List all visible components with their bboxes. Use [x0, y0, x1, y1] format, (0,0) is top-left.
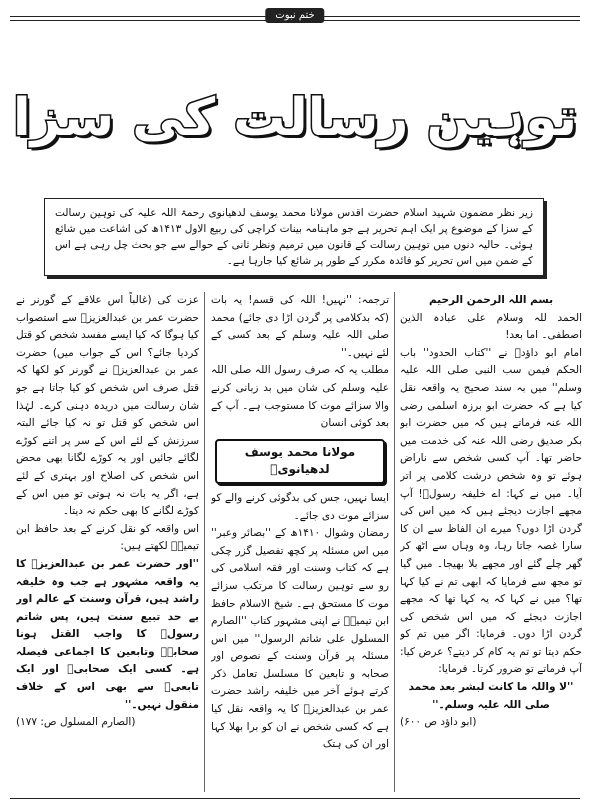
bismillah: بسم اللہ الرحمن الرحیم — [428, 294, 554, 306]
article-columns — [8, 292, 582, 798]
column-middle — [211, 292, 389, 798]
hamd-line: الحمد للہ وسلام علی عبادہ الذین اصطفی۔ اما بعد! — [400, 311, 582, 342]
paragraph: عزت کی (غالباً اس علاقے کے گورنر نے حضرت عمر بن عبدالعزیزؒ سے استصواب کیا ہوگا کہ کیا ایسے مفسد شخص کو قتل کردیا جائے؟ اس کے جواب میں) حضرت عمر بن عبدالعزیزؒ نے گورنر کو لکھا کہ قتل صرف اس شخص کو کیا جاتا ہے جو شان رسالت میں دریدہ دہنی کرے۔ لہٰذا اس شخص کو قتل تو نہ کیا جائے البتہ سرزنش کے لئے اس کے سر پر اتنے کوڑے لگائے جائیں اور یہ کوڑے لگانا بھی محض اس شخص کی اصلاح اور بہتری کے لئے ہے، اگر یہ بات نہ ہوتی تو میں اس کے کوڑے لگانے کا بھی حکم نہ دیتا۔ — [16, 294, 199, 518]
block-quote: ''اور حضرت عمر بن عبدالعزیزؒ کا یہ واقعہ مشہور ہے جب وہ خلیفہ راشد ہیں، قرآن وسنت کے عالم اور بے حد تبیع سنت ہیں، پس شاتم رسولؐ کا واجب القتل ہونا صحابہؓ وتابعین کا اجماعی فیصلہ ہے۔ کسی ایک صحابیؓ اور ایک تابعیؒ سے بھی اس کے خلاف منقول نہیں۔'' — [16, 557, 199, 711]
paragraph: ایسا نہیں، جس کی بدگوئی کرنے والے کو سزائے موت دی جائے۔ — [211, 491, 389, 522]
reference: (الصارم المسلول ص: ۱۷۷) — [16, 716, 136, 729]
intro-box: زیر نظر مضمون شہید اسلام حضرت اقدس مولانا محمد یوسف لدھیانوی رحمۃ اللہ علیہ کی توہین رسالت کے سزا کے موضوع پر ایک اہم تحریر ہے جو ماہنامہ بینات کراچی کی ربیع الاول ۱۴۱۳ھ کی اشاعت میں شائع ہوئی۔ حالیہ دنوں میں توہین رسالت کے قانون میں ترمیم ونظر ثانی کے حوالے سے جو بحث چل رہی ہے اس کے ضمن میں اس تحریر کو فائدہ مکرر کے طور پر شائع کیا جارہا ہے۔ — [44, 198, 544, 276]
paragraph: مطلب یہ کہ صرف رسول اللہ صلی اللہ علیہ وسلم کی شان میں بد زبانی کرنے والا سزائے موت کا مستوجب ہے۔ آپ کے بعد کوئی انسان — [211, 364, 389, 430]
arabic-quote: ''لا واللہ ما کانت لبشر بعد محمد صلی اللہ علیہ وسلم۔'' — [408, 681, 574, 711]
column-divider — [204, 292, 205, 792]
column-right — [400, 292, 582, 798]
reference: (ابو داؤد ص ۶۰۰) — [400, 716, 477, 729]
article-title: توہین رسالت کی سزا — [12, 88, 578, 148]
column-divider — [394, 292, 395, 792]
paragraph: ترجمہ: ''نہیں! اللہ کی قسم! یہ بات (کہ بدکلامی پر گردن اڑا دی جائے) محمد صلی اللہ علیہ وسلم کے بعد کسی کے لئے نہیں۔'' — [211, 294, 389, 359]
paragraph: امام ابو داؤدؒ نے ''کتاب الحدود'' باب الحکم فیمن سب النبی صلی اللہ علیہ وسلم'' میں بہ سند صحیح یہ واقعہ نقل کیا ہے کہ حضرت ابو برزہ اسلمی رضی اللہ عنہ فرماتے ہیں کہ میں حضرت ابو بکر صدیق رضی اللہ عنہ کی خدمت میں حاضر تھا۔ آپ کسی شخص سے ناراض ہوئے تو وہ شخص درشت کلامی پر اتر آیا۔ میں نے کہا: اے خلیفہ رسولؐ! آپ مجھے اجازت دیجئے ہیں کہ میں اس کی گردن اڑا دوں؟ میرے ان الفاظ سے ان کا سارا غصہ جاتا رہا، وہ وہاں سے اٹھ کر گھر چلے گئے اور مجھے بلا بھیجا۔ میں گیا تو مجھ سے فرمایا کہ ابھی تم نے کیا کہا تھا؟ میں نے کہا کہ یہ کہا تھا کہ مجھے اجازت دیجئے کہ میں اس شخص کی گردن اڑا دوں۔ فرمایا: اگر میں تم کو حکم دیتا تو تم یہ کام کر دیتے؟ عرض کیا: آپ فرماتے تو ضرور کرتا۔ فرمایا: — [400, 346, 582, 676]
paragraph: رمضان وشوال ۱۴۱۰ھ کے ''بصائر وعبر'' میں اس مسئلہ پر کچھ تفصیل گزر چکی ہے کہ کتاب وسنت اور فقہ اسلامی کی رو سے توہین رسالت کا مرتکب سزائے موت کا مستحق ہے۔ شیخ الاسلام حافظ ابن تیمیہؒ نے اپنی مشہور کتاب ''الصارم المسلول علی شاتم الرسول'' میں اس مسئلہ پر قرآن وسنت کے نصوص اور صحابہ و تابعین کا مسلسل تعامل ذکر کرتے ہوئے آخر میں خلیفہ راشد حضرت عمر بن عبدالعزیزؒ کا یہ واقعہ نقل کیا ہے کہ کسی شخص نے ان کو برا بھلا کہا اور ان کی ہتک — [211, 527, 389, 751]
section-badge: ختم نبوت — [265, 8, 324, 23]
column-left — [16, 292, 199, 798]
footer-strip — [0, 794, 590, 802]
footer-rule — [10, 798, 580, 799]
paragraph: اس واقعہ کو نقل کرنے کے بعد حافظ ابن تیمیہؒ لکھتے ہیں: — [16, 522, 199, 553]
header-strip — [10, 8, 580, 24]
author-name-box: مولانا محمد یوسف لدھیانویؒ — [215, 439, 385, 484]
